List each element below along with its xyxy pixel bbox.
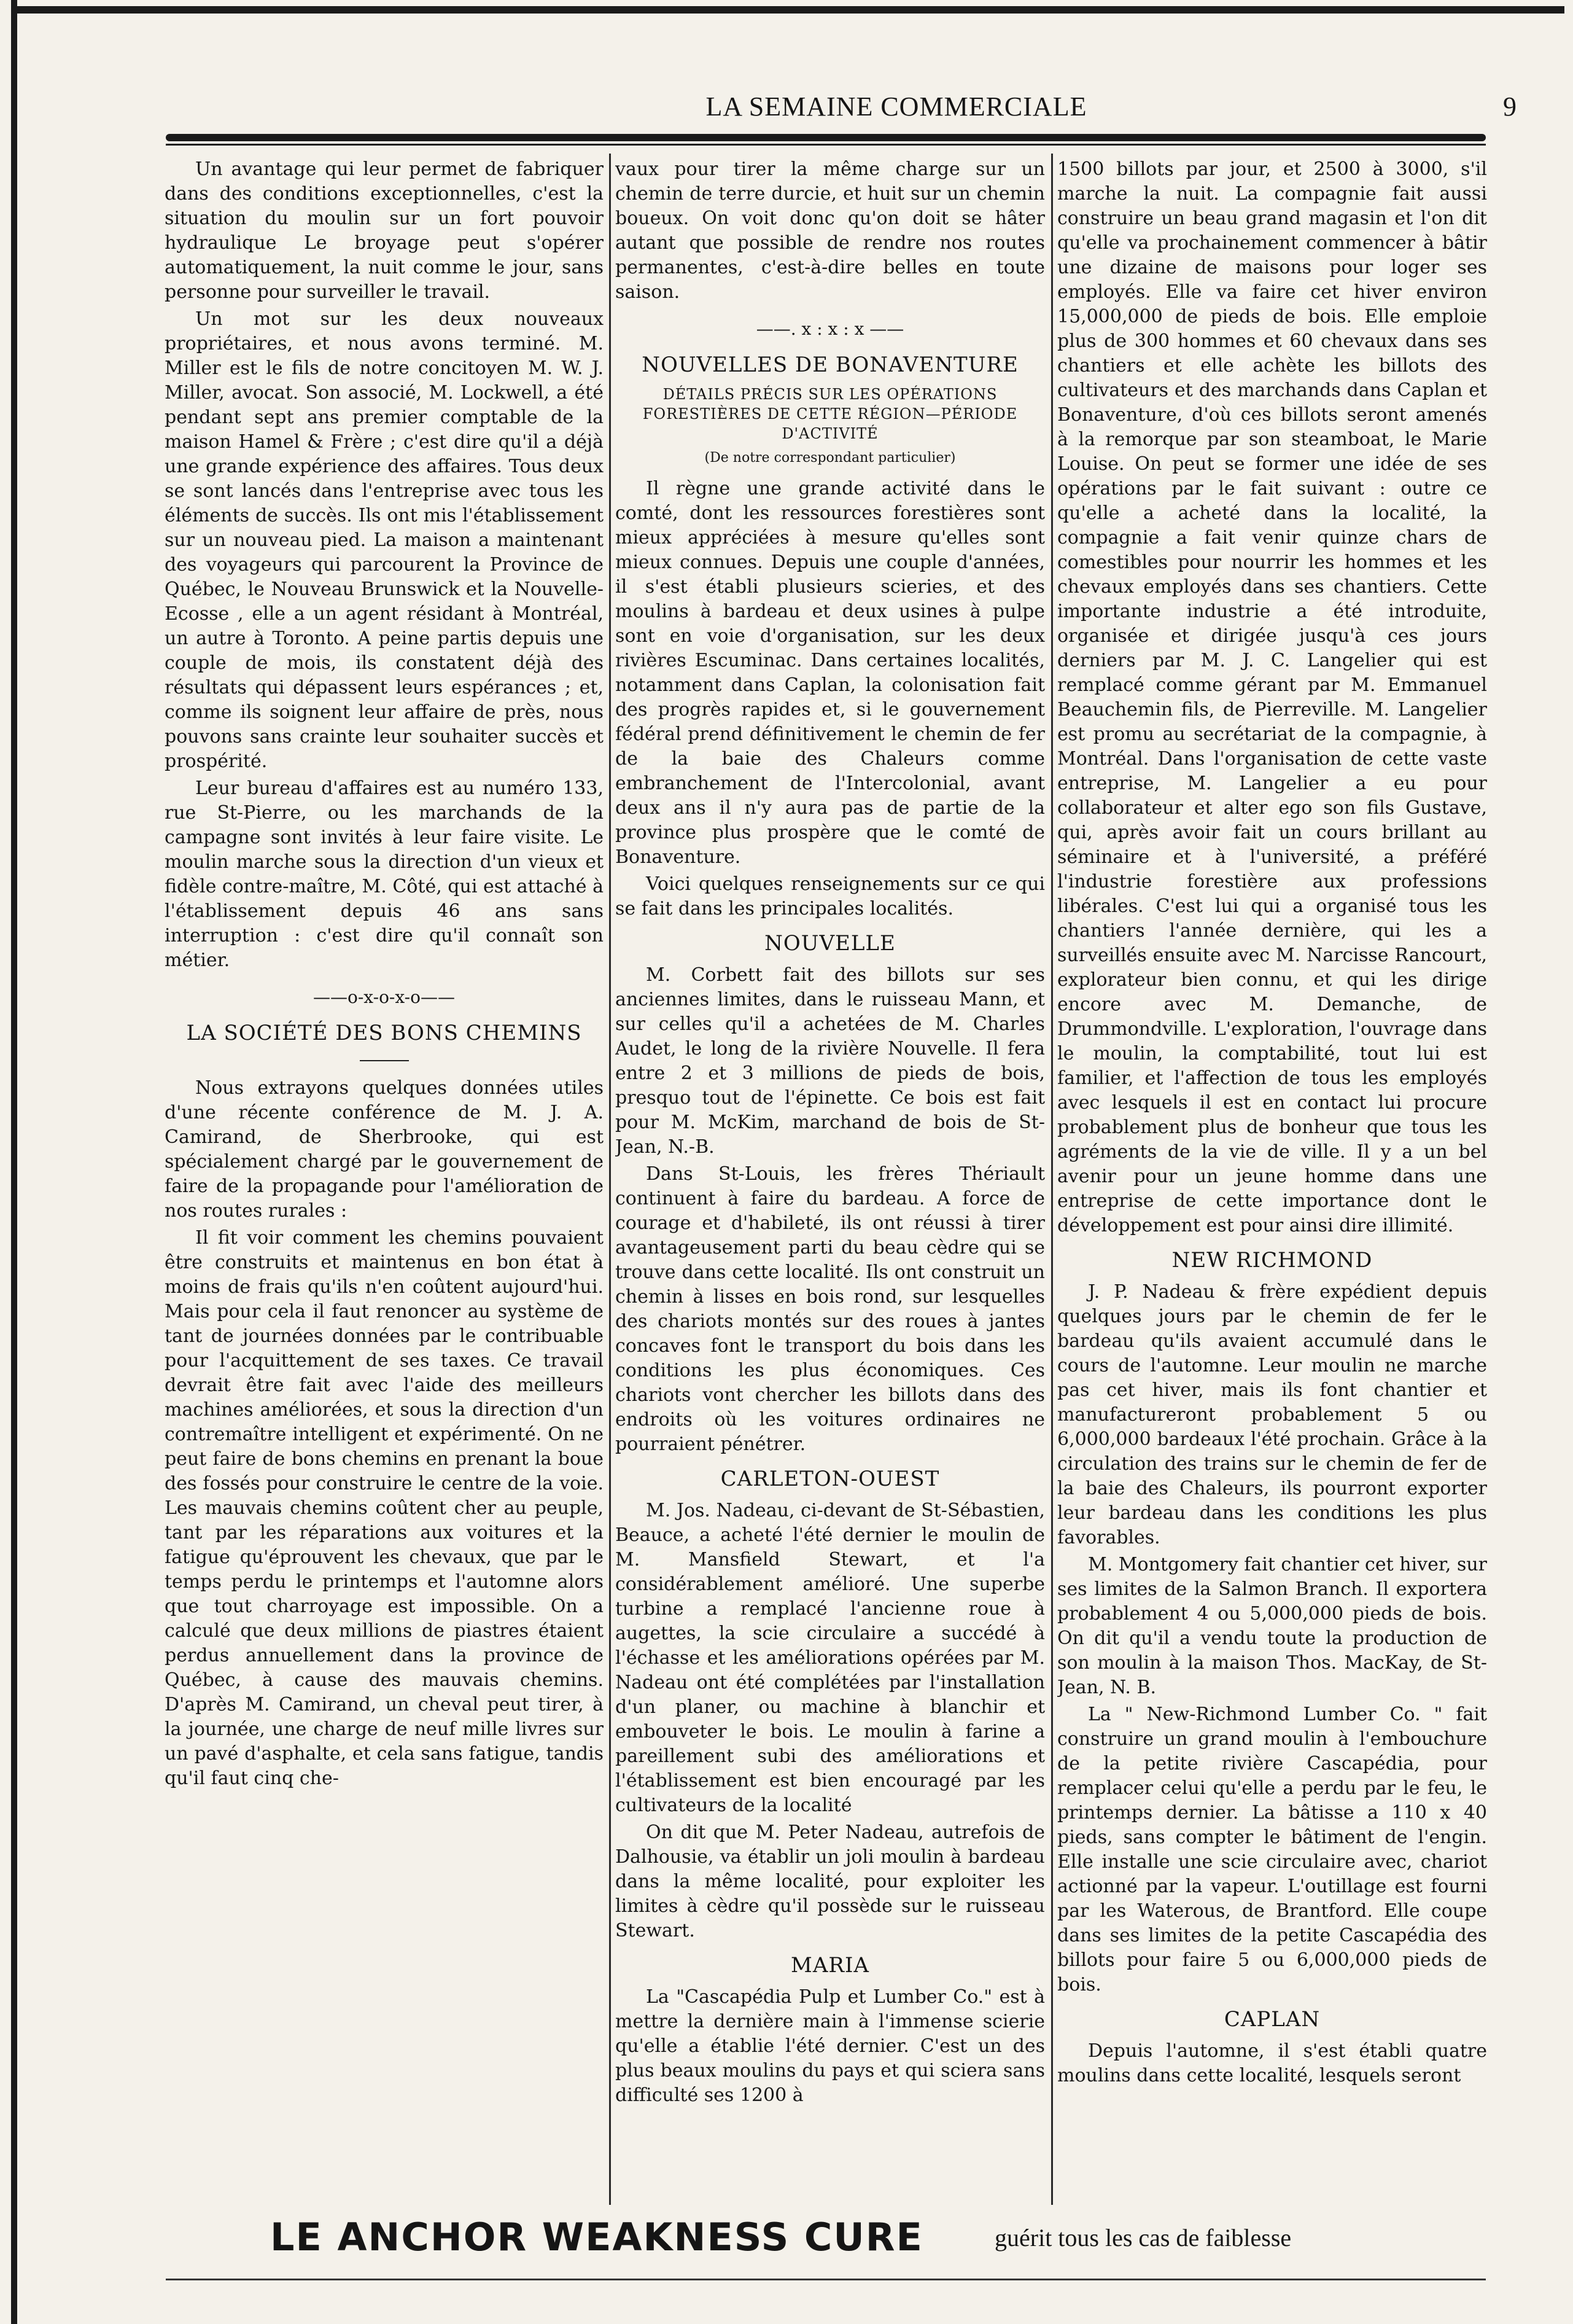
paragraph: Depuis l'automne, il s'est établi quatre moulins dans cette localité, lesquels seront (1057, 2040, 1487, 2086)
advertisement-banner (270, 2215, 1498, 2264)
paragraph: Dans St-Louis, les frères Thériault continuent à faire du bardeau. A force de courage et d'habileté, ils ont réussi à tirer avantageusement parti du beau cèdre qui se trouve dans cette localité. Ils ont construit un chemin à lisses en bois rond, sur lesquelles des chariots montés sur des roues à jantes concaves font le transport du bois dans les conditions les plus économiques. Ces chariots vont chercher les billots dans des endroits où les voitures ordinaires ne pourraient pénétrer. (615, 1163, 1045, 1455)
page-header (166, 91, 1517, 128)
publication-title: LA SEMAINE COMMERCIALE (705, 92, 1087, 122)
bottom-rule (166, 2279, 1486, 2280)
paragraph: J. P. Nadeau & frère expédient depuis quelques jours par le chemin de fer le bardeau qu'ils avaient accumulé dans le cours de l'automne. Leur moulin ne marche pas cet hiver, mais ils font chantier et manufactureront probablement 5 ou 6,000,000 bardeaux l'été prochain. Grâce à la circulation des trains sur le chemin de fer de la baie des Chaleurs, ils pourront exporter leur bardeau dans les conditions les plus favorables. (1057, 1281, 1487, 1548)
left-margin-rule (11, 0, 17, 2324)
paragraph: On dit que M. Peter Nadeau, autrefois de Dalhousie, va établir un joli moulin à bardeau dans la même localité, pour exploiter les limites à cèdre qu'il possède sur le ruisseau Stewart. (615, 1822, 1045, 1941)
paragraph: Il fit voir comment les chemins pouvaient être construits et maintenus en bon état à moins de frais qu'ils n'en coûtent aujourd'hui. Mais pour cela il faut renoncer au système de tant de journées données par le contribuable pour l'acquittement de ses taxes. Ce travail devrait être fait avec l'aide des meilleurs machines améliorées, et sous la direction d'un contremaître intelligent et expérimenté. On ne peut faire de bons chemins en prenant la boue des fossés pour construire le centre de la voie. Les mauvais chemins coûtent cher au peuple, tant par les réparations aux voitures et la fatigue qu'éprouvent les chevaux, que par le temps perdu le printemps et l'automne alors que tout charroyage est impossible. On a calculé que deux millions de piastres étaient perdus annuellement dans la province de Québec, à cause des mauvais chemins. D'après M. Camirand, un cheval peut tirer, à la journée, une charge de neuf mille livres sur un pavé d'asphalte, et cela sans fatigue, tandis qu'il faut cinq che- (165, 1227, 604, 1789)
column-1 (165, 157, 604, 2202)
advertisement-headline: LE ANCHOR WEAKNESS CURE (270, 2215, 923, 2260)
column-3 (1057, 157, 1487, 2202)
locality-heading: CAPLAN (1224, 2007, 1321, 2032)
paragraph: Nous extrayons quelques données utiles d'une récente conférence de M. J. A. Camirand, de Sherbrooke, qui est spécialement chargé par le gouvernement de faire de la propagande pour l'amélioration de nos routes rurales : (165, 1077, 604, 1222)
header-rule-thick (166, 134, 1486, 141)
locality-heading: NOUVELLE (764, 931, 896, 956)
column-divider-1 (609, 154, 611, 2205)
paragraph: vaux pour tirer la même charge sur un chemin de terre durcie, et huit sur un chemin boueux. On voit donc qu'on doit se hâter autant que possible de rendre nos routes permanentes, c'est-à-dire belles en toute saison. (615, 158, 1045, 303)
paragraph: M. Corbett fait des billots sur ses anciennes limites, dans le ruisseau Mann, et sur celles qu'il a achetées de M. Charles Audet, le long de la rivière Nouvelle. Il fera entre 2 et 3 millions de pieds de bois, presquo tout de l'épinette. Ce bois est fait pour M. McKim, marchand de bois de St-Jean, N.-B. (615, 964, 1045, 1158)
locality-heading: NEW RICHMOND (1171, 1248, 1373, 1273)
paragraph: Un mot sur les deux nouveaux propriétaires, et nous avons terminé. M. Miller est le fils de notre concitoyen M. W. J. Miller, avocat. Son associé, M. Lockwell, a été pendant sept ans premier comptable de la maison Hamel & Frère ; c'est dire qu'il a déjà une grande expérience des affaires. Tous deux se sont lancés dans l'entreprise avec tous les éléments de succès. Ils ont mis l'établissement sur un nouveau pied. La maison a maintenant des voyageurs qui parcourent la Province de Québec, le Nouveau Brunswick et la Nouvelle-Ecosse , elle a un agent résidant à Montréal, un autre à Toronto. A peine partis depuis une couple de mois, ils constatent déjà des résultats qui dépassent leurs espérances ; et, comme ils soignent leur affaire de près, nous pouvons sans crainte leur souhaiter succès et prospérité. (165, 308, 604, 772)
page-number: 9 (1503, 92, 1517, 122)
article-heading: LA SOCIÉTÉ DES BONS CHEMINS (186, 1021, 582, 1045)
article-heading: NOUVELLES DE BONAVENTURE (642, 353, 1019, 377)
correspondent-note: (De notre correspondant particulier) (704, 450, 956, 466)
column-divider-2 (1051, 154, 1053, 2205)
paragraph: M. Jos. Nadeau, ci-devant de St-Sébastien, Beauce, a acheté l'été dernier le moulin de M. Mansfield Stewart, et l'a considérablement amélioré. Une superbe turbine a remplacé l'ancienne roue à augettes, la scie circulaire a succédé à l'échasse et les améliorations opérées par M. Nadeau ont été complétées par l'installation d'un planer, ou machine à blanchir et embouveter le bois. Le moulin à farine a pareillement subi des améliorations et l'établissement est bien encouragé par les cultivateurs de la localité (615, 1500, 1045, 1816)
locality-heading: CARLETON-OUEST (720, 1467, 940, 1491)
paragraph: Voici quelques renseignements sur ce qui se fait dans les principales localités. (615, 873, 1045, 919)
paragraph: 1500 billots par jour, et 2500 à 3000, s'il marche la nuit. La compagnie fait aussi construire un beau grand magasin et l'on dit qu'elle va prochainement commencer à bâtir une dizaine de maisons pour loger ses employés. Elle va faire cet hiver environ 15,000,000 de pieds de bois. Elle emploie plus de 300 hommes et 60 chevaux dans ses chantiers et elle achète les billots des cultivateurs et des marchands dans Caplan et Bonaventure, d'où ces billots seront amenés à la remorque par son steamboat, le Marie Louise. On peut se former une idée de ses opérations par le fait suivant : outre ce qu'elle a acheté dans la localité, la compagnie a fait venir quinze chars de comestibles pour nourrir les hommes et les chevaux employés dans ses chantiers. Cette importante industrie a été introduite, organisée et dirigée jusqu'à ces jours derniers par M. J. C. Langelier qui est remplacé comme gérant par M. Emmanuel Beauchemin fils, de Pierreville. M. Langelier est promu au secrétariat de la compagnie, à Montréal. Dans l'organisation de cette vaste entreprise, M. Langelier a eu pour collaborateur et alter ego son fils Gustave, qui, après avoir fait un cours brillant au séminaire et à l'université, a préféré l'industrie forestière aux professions libérales. C'est lui qui a organisé tous les chantiers l'année dernière, qui les a surveillés ensuite avec M. Narcisse Rancourt, explorateur bien connu, et qui les dirige encore avec M. Demanche, de Drummondville. L'exploration, l'ouvrage dans le moulin, la comptabilité, tout lui est familier, et l'affection de tous les employés avec lesquels il est en contact lui procure probablement plus de bonheur que tous les agréments de la vie de ville. Il y a un bel avenir pour un jeune homme dans une entreprise de cette importance dont le développement est pour ainsi dire illimité. (1057, 158, 1487, 1236)
paragraph: M. Montgomery fait chantier cet hiver, sur ses limites de la Salmon Branch. Il exportera probablement 4 ou 5,000,000 pieds de bois. On dit qu'il a vendu toute la production de son moulin à la maison Thos. MacKay, de St-Jean, N. B. (1057, 1554, 1487, 1698)
section-separator: ——. x : x : x —— (756, 319, 904, 339)
section-separator: ——o-x-o-x-o—— (313, 987, 455, 1007)
advertisement-tagline: guérit tous les cas de faiblesse (995, 2224, 1292, 2252)
column-2 (615, 157, 1045, 2202)
paragraph: Leur bureau d'affaires est au numéro 133, rue St-Pierre, ou les marchands de la campagne sont invités à leur faire visite. Le moulin marche sous la direction d'un vieux et fidèle contre-maître, M. Côté, qui est attaché à l'établissement depuis 46 ans sans interruption : c'est dire qu'il connaît son métier. (165, 778, 604, 971)
top-rule (17, 6, 1564, 14)
paragraph: Un avantage qui leur permet de fabriquer dans des conditions exceptionnelles, c'est la situation du moulin sur un fort pouvoir hydraulique Le broyage peut s'opérer automatiquement, la nuit comme le jour, sans personne pour surveiller le travail. (165, 158, 604, 303)
header-rule-thin (166, 144, 1486, 146)
paragraph: Il règne une grande activité dans le comté, dont les ressources forestières sont mieux appréciées à mesure qu'elles sont mieux connues. Depuis une couple d'années, il s'est établi plusieurs scieries, et des moulins à bardeau et deux usines à pulpe sont en voie d'organisation, sur les deux rivières Escuminac. Dans certaines localités, notamment dans Caplan, la colonisation fait des progrès rapides et, si le gouvernement fédéral prend définitivement le chemin de fer de la baie des Chaleurs comme embranchement de l'Intercolonial, avant deux ans il n'y aura pas de partie de la province plus prospère que le comté de Bonaventure. (615, 478, 1045, 868)
paragraph: La "Cascapédia Pulp et Lumber Co." est à mettre la dernière main à l'immense scierie qu'elle a établie l'été dernier. C'est un des plus beaux moulins du pays et qui sciera sans difficulté ses 1200 à (615, 1986, 1045, 2106)
article-subheading: DÉTAILS PRÉCIS SUR LES OPÉRATIONS FORESTIÈRES DE CETTE RÉGION—PÉRIODE D'ACTIVITÉ (642, 386, 1018, 442)
heading-rule (360, 1060, 409, 1061)
paragraph: La " New-Richmond Lumber Co. " fait construire un grand moulin à l'embouchure de la petite rivière Cascapédia, pour remplacer celui qu'elle a perdu par le feu, le printemps dernier. La bâtisse a 110 x 40 pieds, sans compter le bâtiment de l'engin. Elle installe une scie circulaire avec, chariot actionné par la vapeur. L'outillage est fourni par les Waterous, de Brantford. Elle coupe dans ses limites de la petite Cascapédia des billots pour faire 5 ou 6,000,000 pieds de bois. (1057, 1704, 1487, 1995)
locality-heading: MARIA (791, 1953, 869, 1978)
